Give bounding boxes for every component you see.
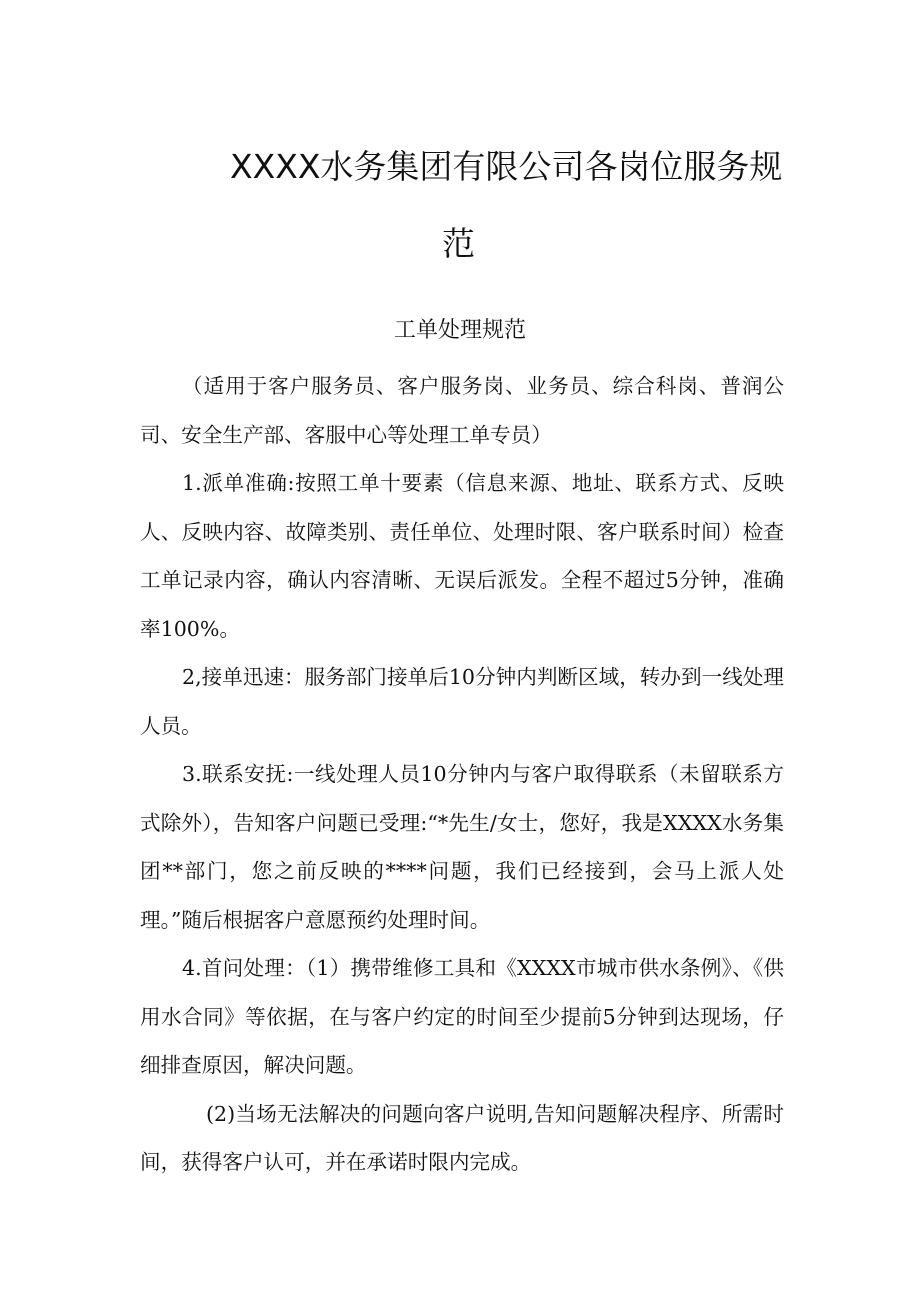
paragraph-unresolved-issues: (2)当场无法解决的问题向客户说明,告知问题解决程序、所需时间，获得客户认可，并在承诺时限内完成。 bbox=[140, 1101, 784, 1174]
section-title: 工单处理规范 bbox=[393, 318, 526, 343]
paragraph-contact-reassure: 3.联系安抚:一线处理人员10分钟内与客户取得联系（未留联系方式除外），告知客户问题已受理:“*先生/女士，您好，我是XXXX水务集团**部门，您之前反映的****问题，我们已经接到，会马上派人处理。”随后根据客户意愿预约处理时间。 bbox=[140, 762, 784, 932]
document-title-line-2: 范 bbox=[442, 224, 475, 263]
paragraph-dispatch-accuracy: 1.派单准确:按照工单十要素（信息来源、地址、联系方式、反映人、反映内容、故障类别、责任单位、处理时限、客户联系时间）检查工单记录内容，确认内容清晰、无误后派发。全程不超过5分钟，准确率100%。 bbox=[140, 471, 784, 641]
document-title bbox=[140, 128, 920, 282]
document-body bbox=[140, 362, 784, 1187]
document-title-line-1: XXXX水务集团有限公司各岗位服务规 bbox=[230, 147, 783, 186]
scope-paragraph: （适用于客户服务员、客户服务岗、业务员、综合科岗、普润公司、安全生产部、客服中心等处理工单专员） bbox=[140, 374, 784, 447]
paragraph-first-handling: 4.首问处理：（1）携带维修工具和《XXXX市城市供水条例》、《供用水合同》等依据，在与客户约定的时间至少提前5分钟到达现场，仔细排查原因，解决问题。 bbox=[140, 956, 784, 1077]
paragraph-fast-acceptance: 2,接单迅速：服务部门接单后10分钟内判断区域，转办到一线处理人员。 bbox=[140, 665, 784, 738]
